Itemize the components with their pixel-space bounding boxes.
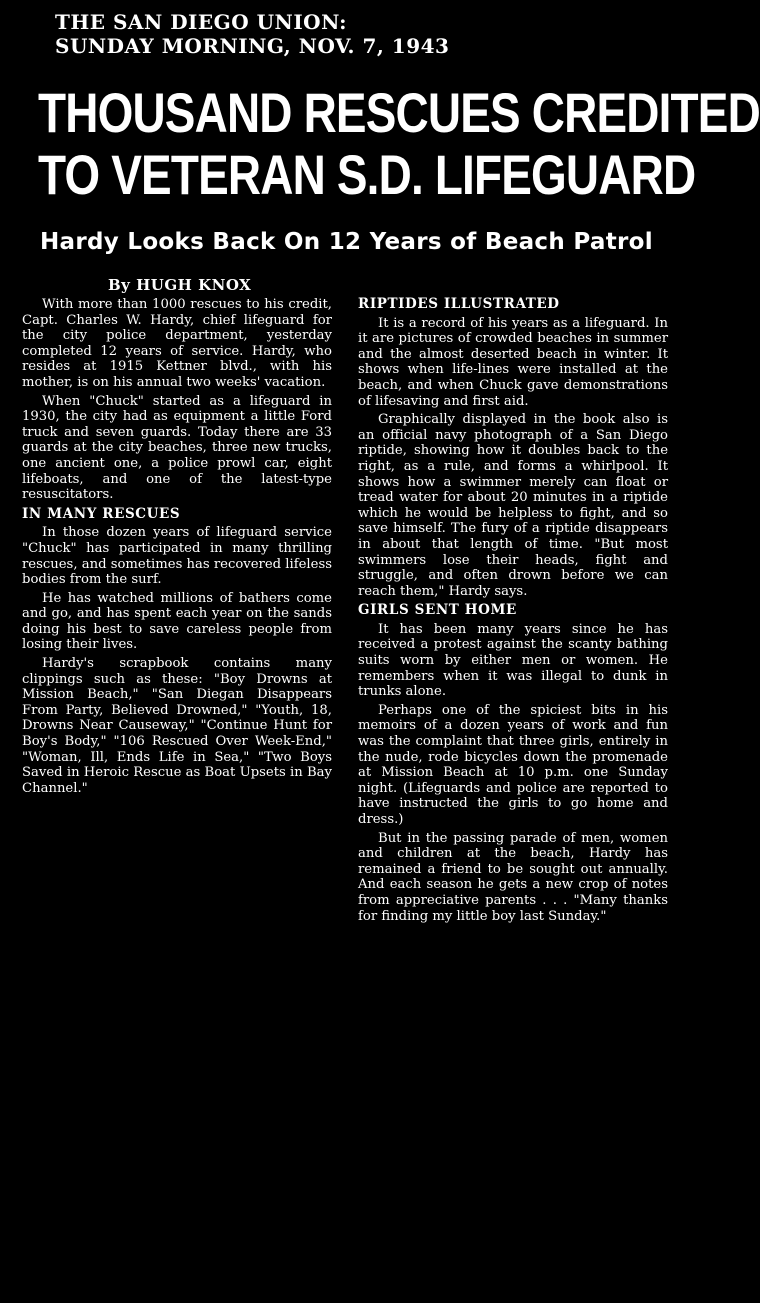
paragraph: In those dozen years of lifeguard service "Chuck" has participated in many thrilling rescues, and sometimes has recovered lifeless bodies from the surf. bbox=[22, 525, 332, 588]
byline: By HUGH KNOX bbox=[108, 276, 252, 294]
paragraph: But in the passing parade of men, women and children at the beach, Hardy has remained a friend to be sought out annually. And each season he gets a new crop of notes from appreciative parents . . . "Many thanks for finding my little boy last Sunday." bbox=[358, 830, 668, 924]
section-heading: RIPTIDES ILLUSTRATED bbox=[358, 296, 560, 312]
newspaper-name: THE SAN DIEGO UNION: bbox=[55, 10, 348, 34]
paragraph: Perhaps one of the spiciest bits in his memoirs of a dozen years of work and fun was the complaint that three girls, entirely in the nude, rode bicycles down the promenade at Mission Beach at 10 p.m. one Sunday night. (Lifeguards and police are reported to have instructed the girls to go home and dress.) bbox=[358, 702, 668, 827]
section-heading: IN MANY RESCUES bbox=[22, 505, 181, 522]
paragraph: With more than 1000 rescues to his credit, Capt. Charles W. Hardy, chief lifeguard for the city police department, yesterday completed 12 years of service. Hardy, who resides at 1915 Kettner blvd., with his mother, is on his annual two weeks' vacation. bbox=[22, 297, 332, 390]
issue-date: SUNDAY MORNING, NOV. 7, 1943 bbox=[55, 34, 450, 58]
paragraph: He has watched millions of bathers come and go, and has spent each year on the sands doing his best to save careless people from losing their lives. bbox=[22, 590, 332, 653]
paragraph: Graphically displayed in the book also is an official navy photograph of a San Diego riptide, showing how it doubles back to the right, as a rule, and forms a whirlpool. It shows how a swimmer merely can float or tread water for about 20 minutes in a riptide which he would be helpless to fight, and so save himself. The fury of a riptide disappears in about that length of time. "But most swimmers lose their heads, fight and struggle, and often drown before we can reach them," Hardy says. bbox=[358, 412, 668, 599]
dateline bbox=[55, 10, 449, 58]
paragraph: It is a record of his years as a lifeguard. In it are pictures of crowded beaches in summer and the almost deserted beach in winter. It shows when life-lines were installed at the beach, and when Chuck gave demonstrations of lifesaving and first aid. bbox=[358, 315, 668, 409]
paragraph: It has been many years since he has received a protest against the scanty bathing suits worn by either men or women. He remembers when it was illegal to dunk in trunks alone. bbox=[358, 621, 668, 700]
section-heading: GIRLS SENT HOME bbox=[358, 602, 517, 619]
headline-line-1: THOUSAND RESCUES CREDITED bbox=[38, 81, 760, 144]
paragraph: When "Chuck" started as a lifeguard in 1930, the city had as equipment a little Ford truck and seven guards. Today there are 33 guards at the city beaches, three new trucks, one ancient one, a police prowl car, eight lifeboats, and one of the latest-type resuscitators. bbox=[22, 393, 332, 503]
article-column-left bbox=[22, 297, 332, 799]
article-column-right bbox=[358, 297, 668, 927]
paragraph: Hardy's scrapbook contains many clippings such as these: "Boy Drowns at Mission Beach," "San Diegan Disappears From Party, Believed Drowned," "Youth, 18, Drowns Near Causeway," "Continue Hunt for Boy's Body," "106 Rescued Over Week-End," "Woman, Ill, Ends Life in Sea," "Two Boys Saved in Heroic Rescue as Boat Upsets in Bay Channel." bbox=[22, 656, 332, 796]
headline bbox=[38, 81, 760, 206]
headline-line-2: TO VETERAN S.D. LIFEGUARD bbox=[38, 143, 696, 206]
subheadline: Hardy Looks Back On 12 Years of Beach Patrol bbox=[40, 229, 653, 255]
